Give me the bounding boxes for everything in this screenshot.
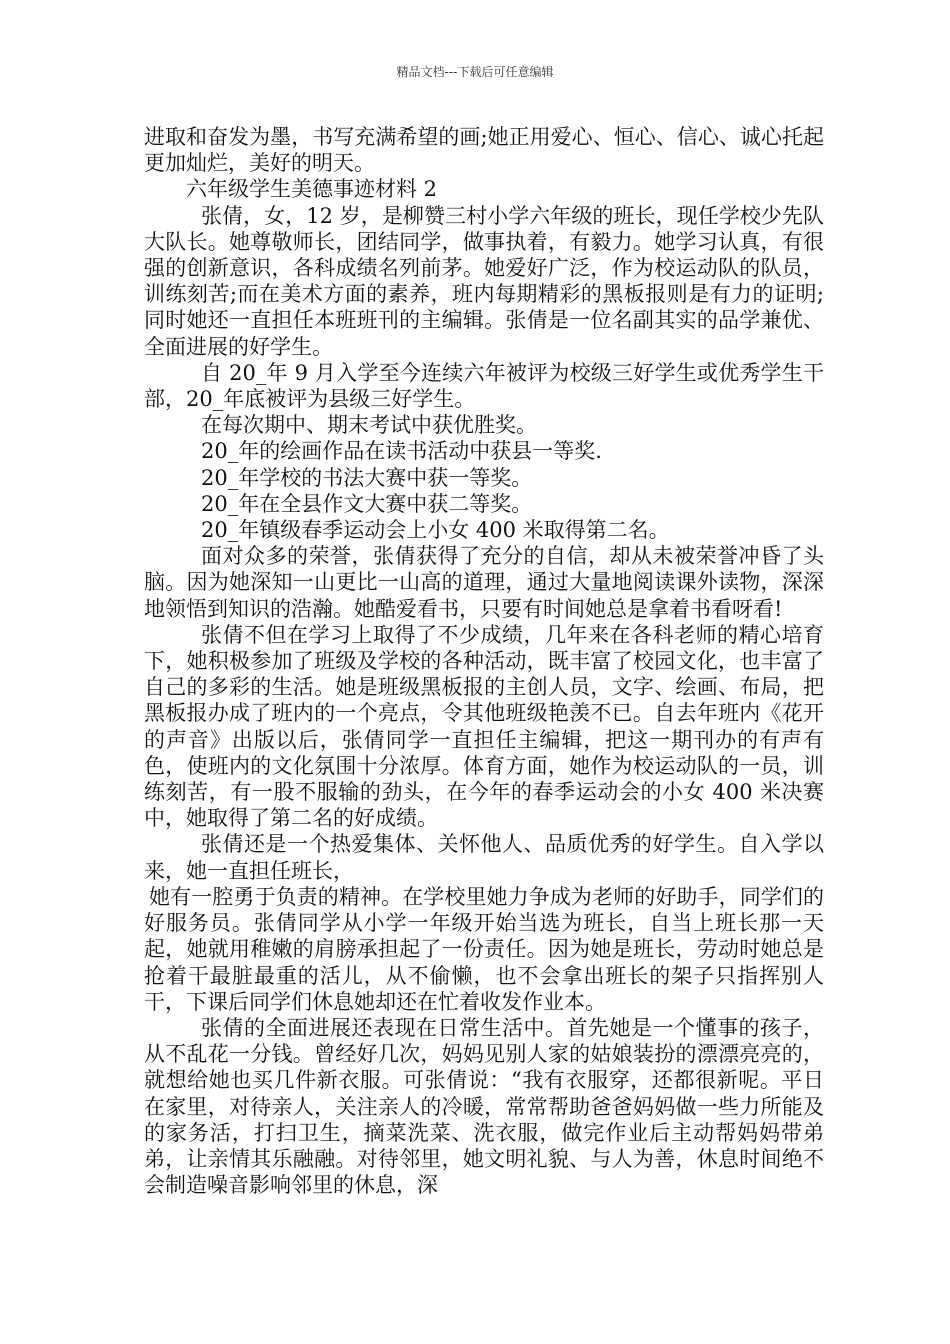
honor-item: 20_年学校的书法大赛中获一等奖。 — [201, 465, 533, 490]
page-header: 精品文档---下载后可任意编辑 — [396, 65, 554, 79]
honor-item: 20_年的绘画作品在读书活动中获县一等奖. — [201, 439, 602, 464]
paragraph-honors-summary: 自 20_年 9 月入学至今连续六年被评为校级三好学生或优秀学生干部，20_年底被评为县级三好学生。 — [144, 360, 824, 412]
section-title: 六年级学生美德事迹材料 2 — [186, 177, 438, 202]
paragraph-collective: 张倩还是一个热爱集体、关怀他人、品质优秀的好学生。自入学以来，她一直担任班长， — [144, 832, 824, 883]
paragraph-responsibility: 她有一腔勇于负责的精神。在学校里她力争成为老师的好助手，同学们的好服务员。张倩同学从小学一年级开始当选为班长，自当上班长那一天起，她就用稚嫩的肩膀承担起了一份责任。因为她是班长，劳动时她总是抢着干最脏最重的活儿，从不偷懒，也不会拿出班长的架子只指挥别人干，下课后同学们休息她却还在忙着收发作业本。 — [144, 884, 824, 1014]
paragraph-reading: 面对众多的荣誉，张倩获得了充分的自信，却从未被荣誉冲昏了头脑。因为她深知一山更比一山高的道理，通过大量地阅读课外读物，深深地领悟到知识的浩瀚。她酷爱看书，只要有时间她总是拿着书看呀看! — [144, 544, 824, 621]
document-body — [144, 124, 824, 1198]
honor-item: 20_年镇级春季运动会上小女 400 米取得第二名。 — [201, 518, 670, 543]
paragraph-profile: 张倩，女，12 岁，是柳赞三村小学六年级的班长，现任学校少先队大队长。她尊敬师长，团结同学，做事执着，有毅力。她学习认真，有很强的创新意识，各科成绩名列前茅。她爱好广泛，作为校运动队的队员，训练刻苦;而在美术方面的素养，班内每期精彩的黑板报则是有力的证明;同时她还一直担任本班班刊的主编辑。张倩是一位名副其实的品学兼优、全面进展的好学生。 — [144, 203, 824, 359]
honor-item: 20_年在全县作文大赛中获二等奖。 — [201, 491, 533, 516]
paragraph-activities: 张倩不但在学习上取得了不少成绩，几年来在各科老师的精心培育下，她积极参加了班级及学校的各种活动，既丰富了校园文化，也丰富了自己的多彩的生活。她是班级黑板报的主创人员，文字、绘画、布局，把黑板报办成了班内的一个亮点，令其他班级艳羡不已。自去年班内《花开的声音》出版以后，张倩同学一直担任主编辑，把这一期刊办的有声有色，使班内的文化氛围十分浓厚。体育方面，她作为校运动队的一员，训练刻苦，有一股不服输的劲头，在今年的春季运动会的小女 400 米决赛中，她取得了第二名的好成绩。 — [144, 622, 824, 831]
paragraph-daily-life: 张倩的全面进展还表现在日常生活中。首先她是一个懂事的孩子，从不乱花一分钱。曾经好几次，妈妈见别人家的姑娘装扮的漂漂亮亮的，就想给她也买几件新衣服。可张倩说：“我有衣服穿，还都很新呢。平日在家里，对待亲人，关注亲人的冷暖，常常帮助爸爸妈妈做一些力所能及的家务活，打扫卫生，摘菜洗菜、洗衣服，做完作业后主动帮妈妈带弟弟，让亲情其乐融融。对待邻里，她文明礼貌、与人为善，休息时间绝不会制造噪音影响邻里的休息，深 — [144, 1015, 824, 1198]
honor-item: 在每次期中、期末考试中获优胜奖。 — [201, 413, 537, 438]
paragraph-intro-continuation: 进取和奋发为墨，书写充满希望的画;她正用爱心、恒心、信心、诚心托起更加灿烂，美好的明天。 — [144, 125, 824, 176]
